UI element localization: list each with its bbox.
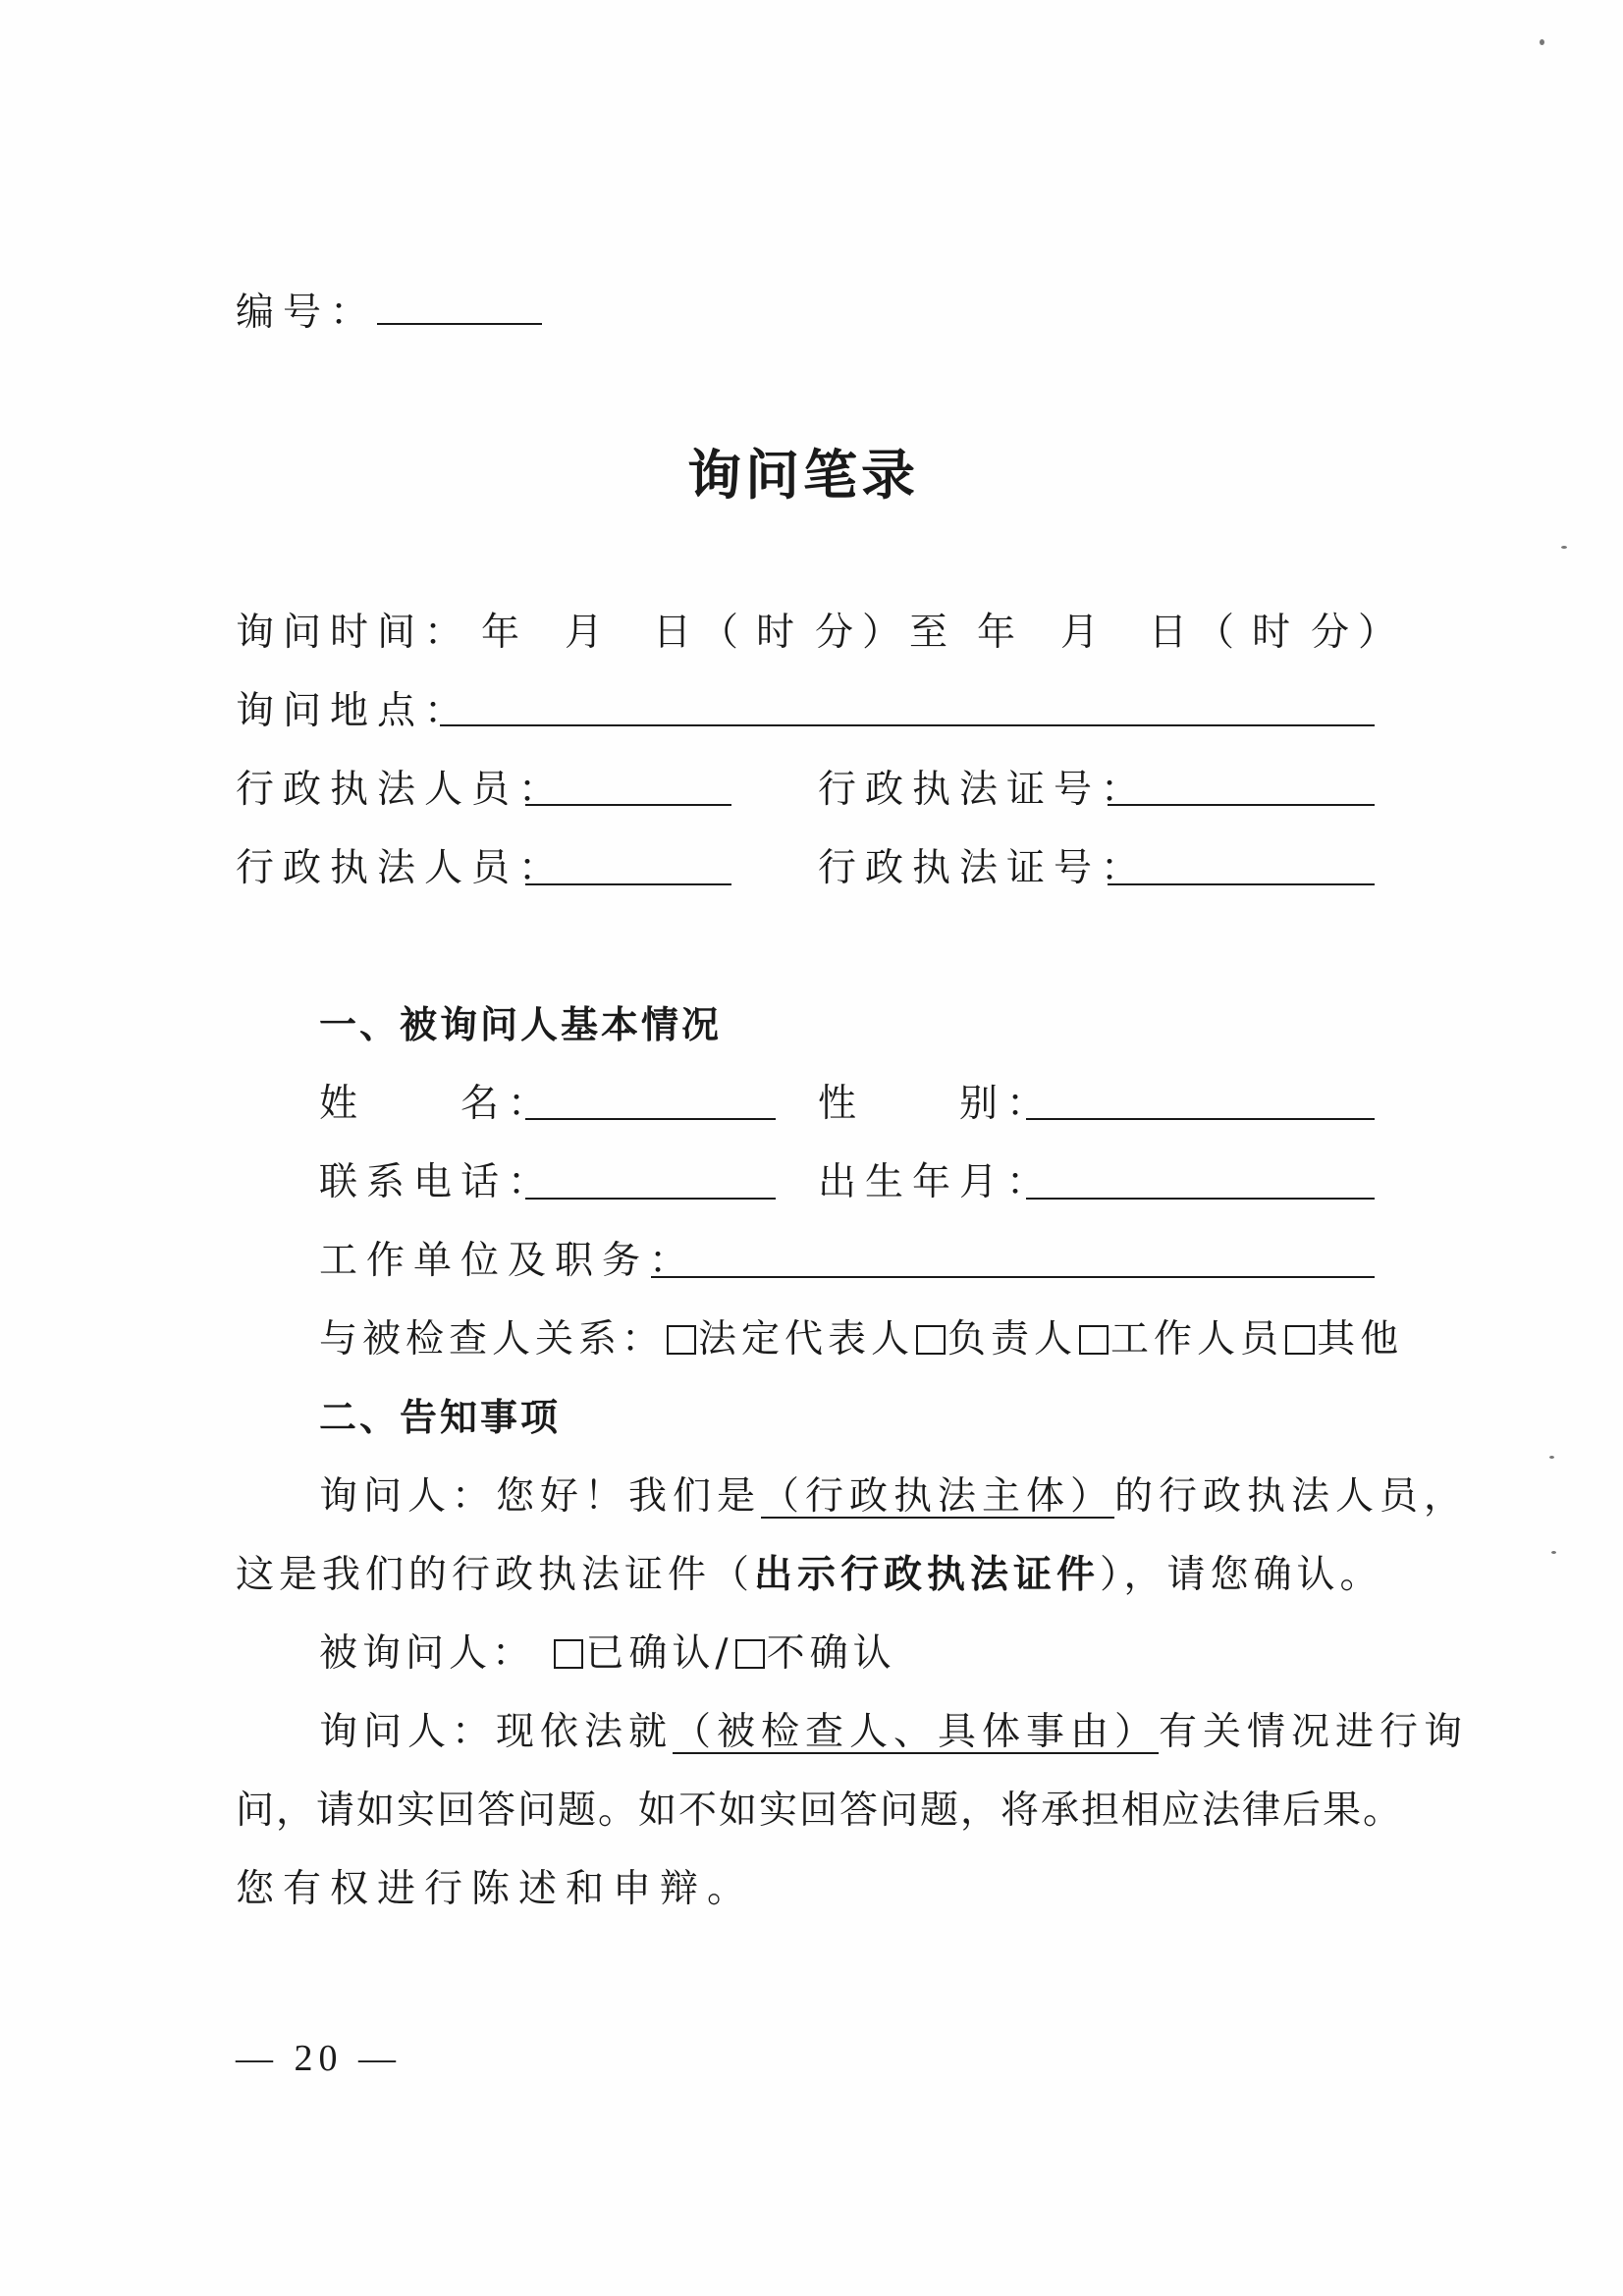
interviewee-name-field[interactable] [525, 1075, 776, 1120]
interview-time-min2: 分） [1311, 611, 1406, 655]
interviewee-name-label: 姓 名： [319, 1082, 556, 1126]
officer-1-name-label: 行政执法人员： [236, 768, 567, 812]
relation-option-other: 其他 [1317, 1317, 1404, 1362]
notice-paragraph-3 [319, 1623, 896, 1678]
notice-1-intro: 询问人：您好！我们是 [319, 1474, 762, 1519]
interviewee-birth-field[interactable] [1026, 1154, 1375, 1200]
interviewee-confirm-label: 被询问人： [319, 1631, 536, 1676]
notice-paragraph-5: 问，请如实回答问题。如不如实回答问题，将承担相应法律后果。 [236, 1789, 1404, 1833]
not-confirmed-checkbox[interactable] [735, 1639, 765, 1669]
notice-paragraph-4 [319, 1701, 1468, 1756]
officer-1-cert-label: 行政执法证号： [818, 768, 1149, 812]
notice-paragraph-6: 您有权进行陈述和申辩。 [236, 1867, 755, 1911]
notice-4-matter: （被检查人、具体事由） [673, 1710, 1160, 1754]
section-1-heading: 一、被询问人基本情况 [319, 1003, 723, 1046]
document-number-field[interactable] [377, 280, 542, 325]
interview-time-hour1: 时 [756, 611, 804, 655]
notice-4-intro: 询问人：现依法就 [319, 1710, 674, 1754]
interviewee-work-label: 工作单位及职务： [319, 1239, 697, 1283]
relation-row [319, 1308, 1403, 1363]
interviewee-birth-label: 出生年月： [818, 1160, 1055, 1204]
confirmed-option: 已确认/ [585, 1631, 733, 1676]
scan-speck [1561, 546, 1567, 549]
notice-paragraph-1 [319, 1466, 1468, 1521]
scan-speck [1540, 39, 1544, 45]
relation-checkbox-staff[interactable] [1079, 1325, 1109, 1355]
relation-checkbox-legal-rep[interactable] [667, 1325, 696, 1355]
notice-4-tail: 有关情况进行询 [1159, 1710, 1469, 1754]
interview-time-hour2: 时 [1252, 611, 1300, 655]
interviewee-phone-label: 联系电话： [319, 1160, 556, 1204]
notice-2-tail: ），请您确认。 [1100, 1553, 1383, 1597]
interview-place-row [236, 680, 471, 735]
officer-1-cert-field[interactable] [1108, 761, 1375, 806]
interview-time-day2: 日（ [1149, 611, 1244, 655]
relation-option-staff: 工作人员 [1110, 1317, 1284, 1362]
interviewee-gender-label: 性 别： [818, 1082, 1055, 1126]
interviewee-gender-field[interactable] [1026, 1075, 1375, 1120]
interview-time-label: 询问时间： [236, 611, 472, 655]
interview-time-min1: 分）至 [815, 611, 957, 655]
notice-1-enforcement-subject: （行政执法主体） [761, 1474, 1115, 1519]
relation-option-legal-rep: 法定代表人 [698, 1317, 915, 1362]
interviewee-phone-field[interactable] [525, 1154, 776, 1200]
officer-1-name-field[interactable] [525, 761, 731, 806]
officer-2-cert-label: 行政执法证号： [818, 846, 1149, 890]
scan-speck [1551, 1551, 1556, 1554]
interview-time-month1: 月 [565, 611, 613, 655]
document-number-label: 编号： [236, 291, 378, 335]
relation-checkbox-responsible[interactable] [916, 1325, 946, 1355]
interviewee-work-field[interactable] [651, 1233, 1375, 1278]
interview-time-row [236, 602, 471, 657]
interview-place-field[interactable] [440, 681, 1375, 726]
page-number: — 20 — [236, 2038, 402, 2079]
notice-2-show-cert: 出示行政执法证件 [754, 1552, 1101, 1597]
page-title: 询问笔录 [687, 444, 920, 507]
relation-checkbox-other[interactable] [1285, 1325, 1315, 1355]
notice-1-tail: 的行政执法人员， [1114, 1474, 1469, 1519]
interview-place-label: 询问地点： [236, 689, 472, 733]
notice-paragraph-2 [236, 1544, 1383, 1599]
not-confirmed-option: 不确认 [766, 1631, 896, 1676]
officer-2-name-label: 行政执法人员： [236, 846, 567, 890]
officer-2-cert-field[interactable] [1108, 840, 1375, 885]
notice-2-intro: 这是我们的行政执法证件（ [236, 1553, 755, 1597]
section-2-heading: 二、告知事项 [319, 1396, 562, 1439]
interview-time-year2: 年 [977, 611, 1025, 655]
relation-label: 与被检查人关系： [319, 1317, 666, 1362]
scan-speck [1549, 1456, 1554, 1459]
document-number [236, 280, 542, 337]
interview-time-month2: 月 [1060, 611, 1109, 655]
interview-time-year1: 年 [481, 611, 529, 655]
confirmed-checkbox[interactable] [554, 1639, 583, 1669]
officer-2-name-field[interactable] [525, 840, 731, 885]
relation-option-responsible: 负责人 [947, 1317, 1078, 1362]
interview-time-day1: 日（ [653, 611, 748, 655]
